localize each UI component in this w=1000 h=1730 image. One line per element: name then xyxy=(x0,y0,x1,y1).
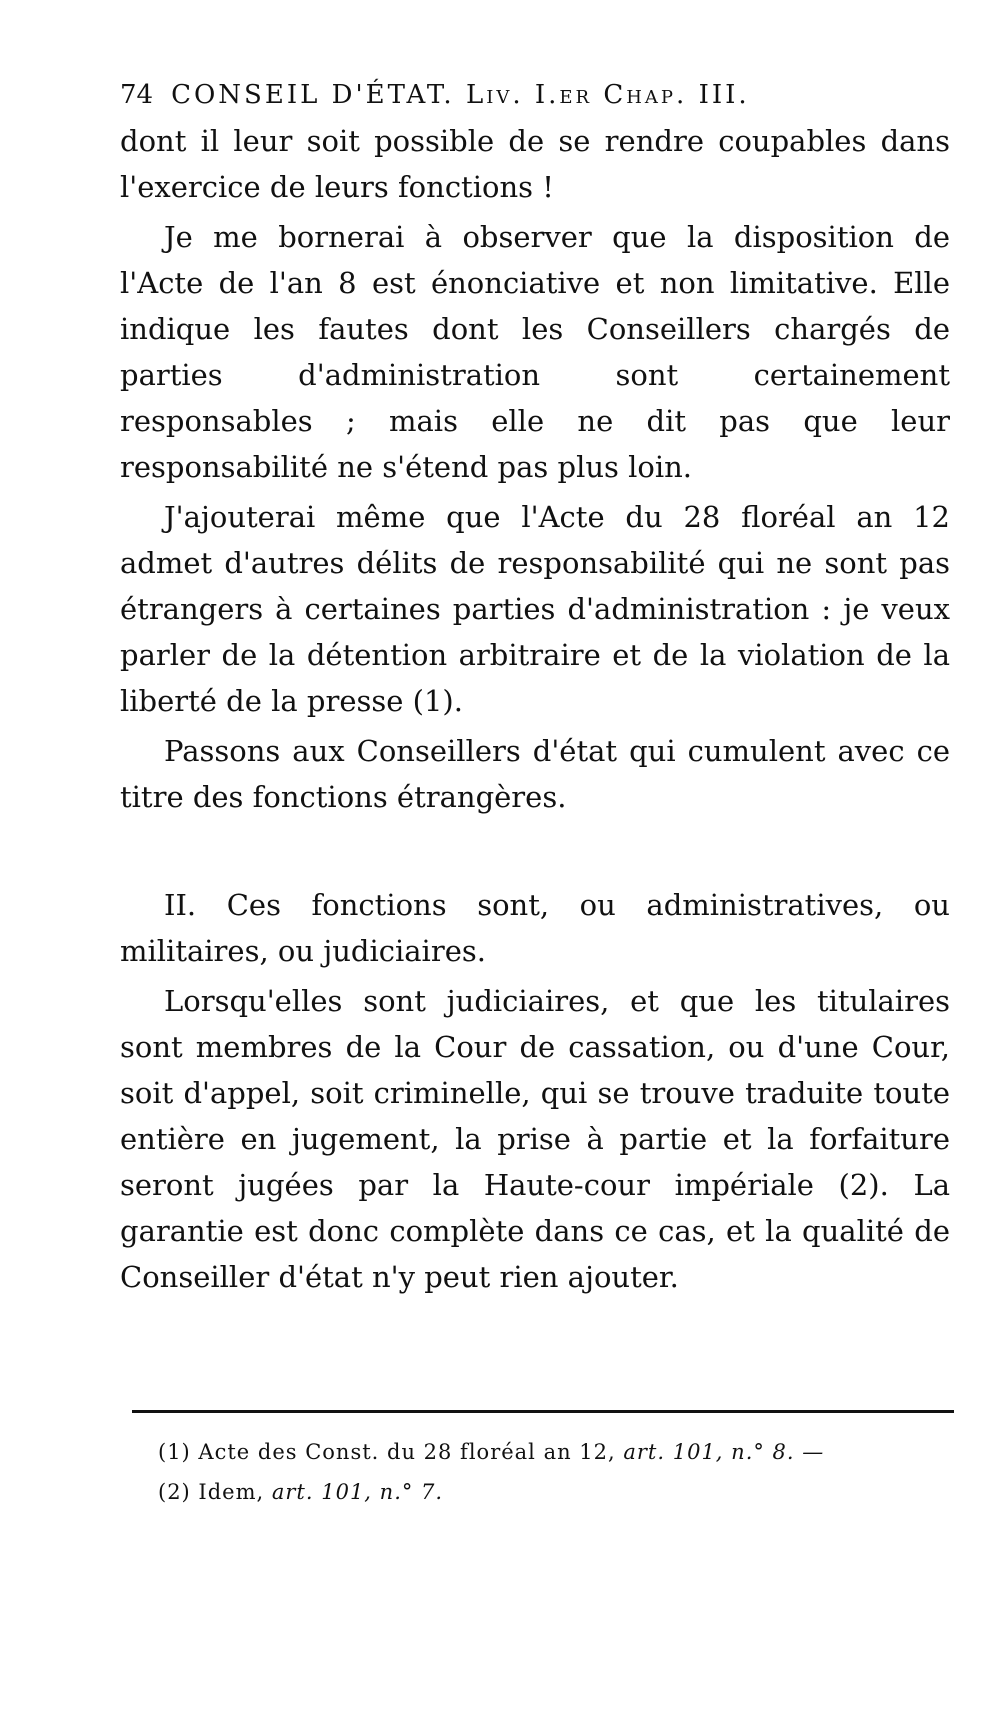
paragraph-continuation: dont il leur soit possible de se rendre coupables dans l'exercice de leurs fonctions ! xyxy=(120,124,950,204)
footnote-1-number: n.° 8. — xyxy=(731,1440,825,1464)
footnotes xyxy=(158,1432,954,1512)
footnote-2-article: art. 101, xyxy=(271,1480,372,1504)
page-header xyxy=(120,80,950,110)
paragraph: Je me bornerai à observer que la disposition de l'Acte de l'an 8 est énonciative et non limitative. Elle indique les fautes dont les Conseillers chargés de parties d'administration sont certainement responsables ; mais elle ne dit pas que leur responsabilité ne s'étend pas plus loin. xyxy=(120,220,950,484)
paragraph: J'ajouterai même que l'Acte du 28 floréal an 12 admet d'autres délits de responsabilité qui ne sont pas étrangers à certaines parties d'administration : je veux parler de la détention arbitraire et de la violation de la liberté de la presse (1). xyxy=(120,500,950,718)
page-number: 74 xyxy=(120,80,154,110)
footnote-1-article: art. 101, xyxy=(623,1440,724,1464)
running-head: CONSEIL D'ÉTAT. Liv. I.er Chap. III. xyxy=(171,80,750,110)
footnote-divider xyxy=(132,1410,954,1413)
main-text xyxy=(120,118,950,1300)
footnote-1 xyxy=(158,1432,954,1472)
paragraph: Lorsqu'elles sont judiciaires, et que les titulaires sont membres de la Cour de cassation, ou d'une Cour, soit d'appel, soit criminelle, qui se trouve traduite toute entière en jugement, la prise à partie et la forfaiture seront jugées par la Haute-cour impériale (2). La garantie est donc complète dans ce cas, et la qualité de Conseiller d'état n'y peut rien ajouter. xyxy=(120,984,950,1294)
footnote-2-number: n.° 7. xyxy=(379,1480,444,1504)
footnote-2-text: (2) Idem, xyxy=(158,1480,265,1504)
section-paragraph: II. Ces fonctions sont, ou administratives, ou militaires, ou judiciaires. xyxy=(120,888,950,968)
footnote-2 xyxy=(158,1472,954,1512)
book-page xyxy=(120,80,950,1304)
paragraph: Passons aux Conseillers d'état qui cumulent avec ce titre des fonctions étrangères. xyxy=(120,734,950,814)
section-break xyxy=(120,824,950,882)
footnote-1-text: (1) Acte des Const. du 28 floréal an 12, xyxy=(158,1440,616,1464)
